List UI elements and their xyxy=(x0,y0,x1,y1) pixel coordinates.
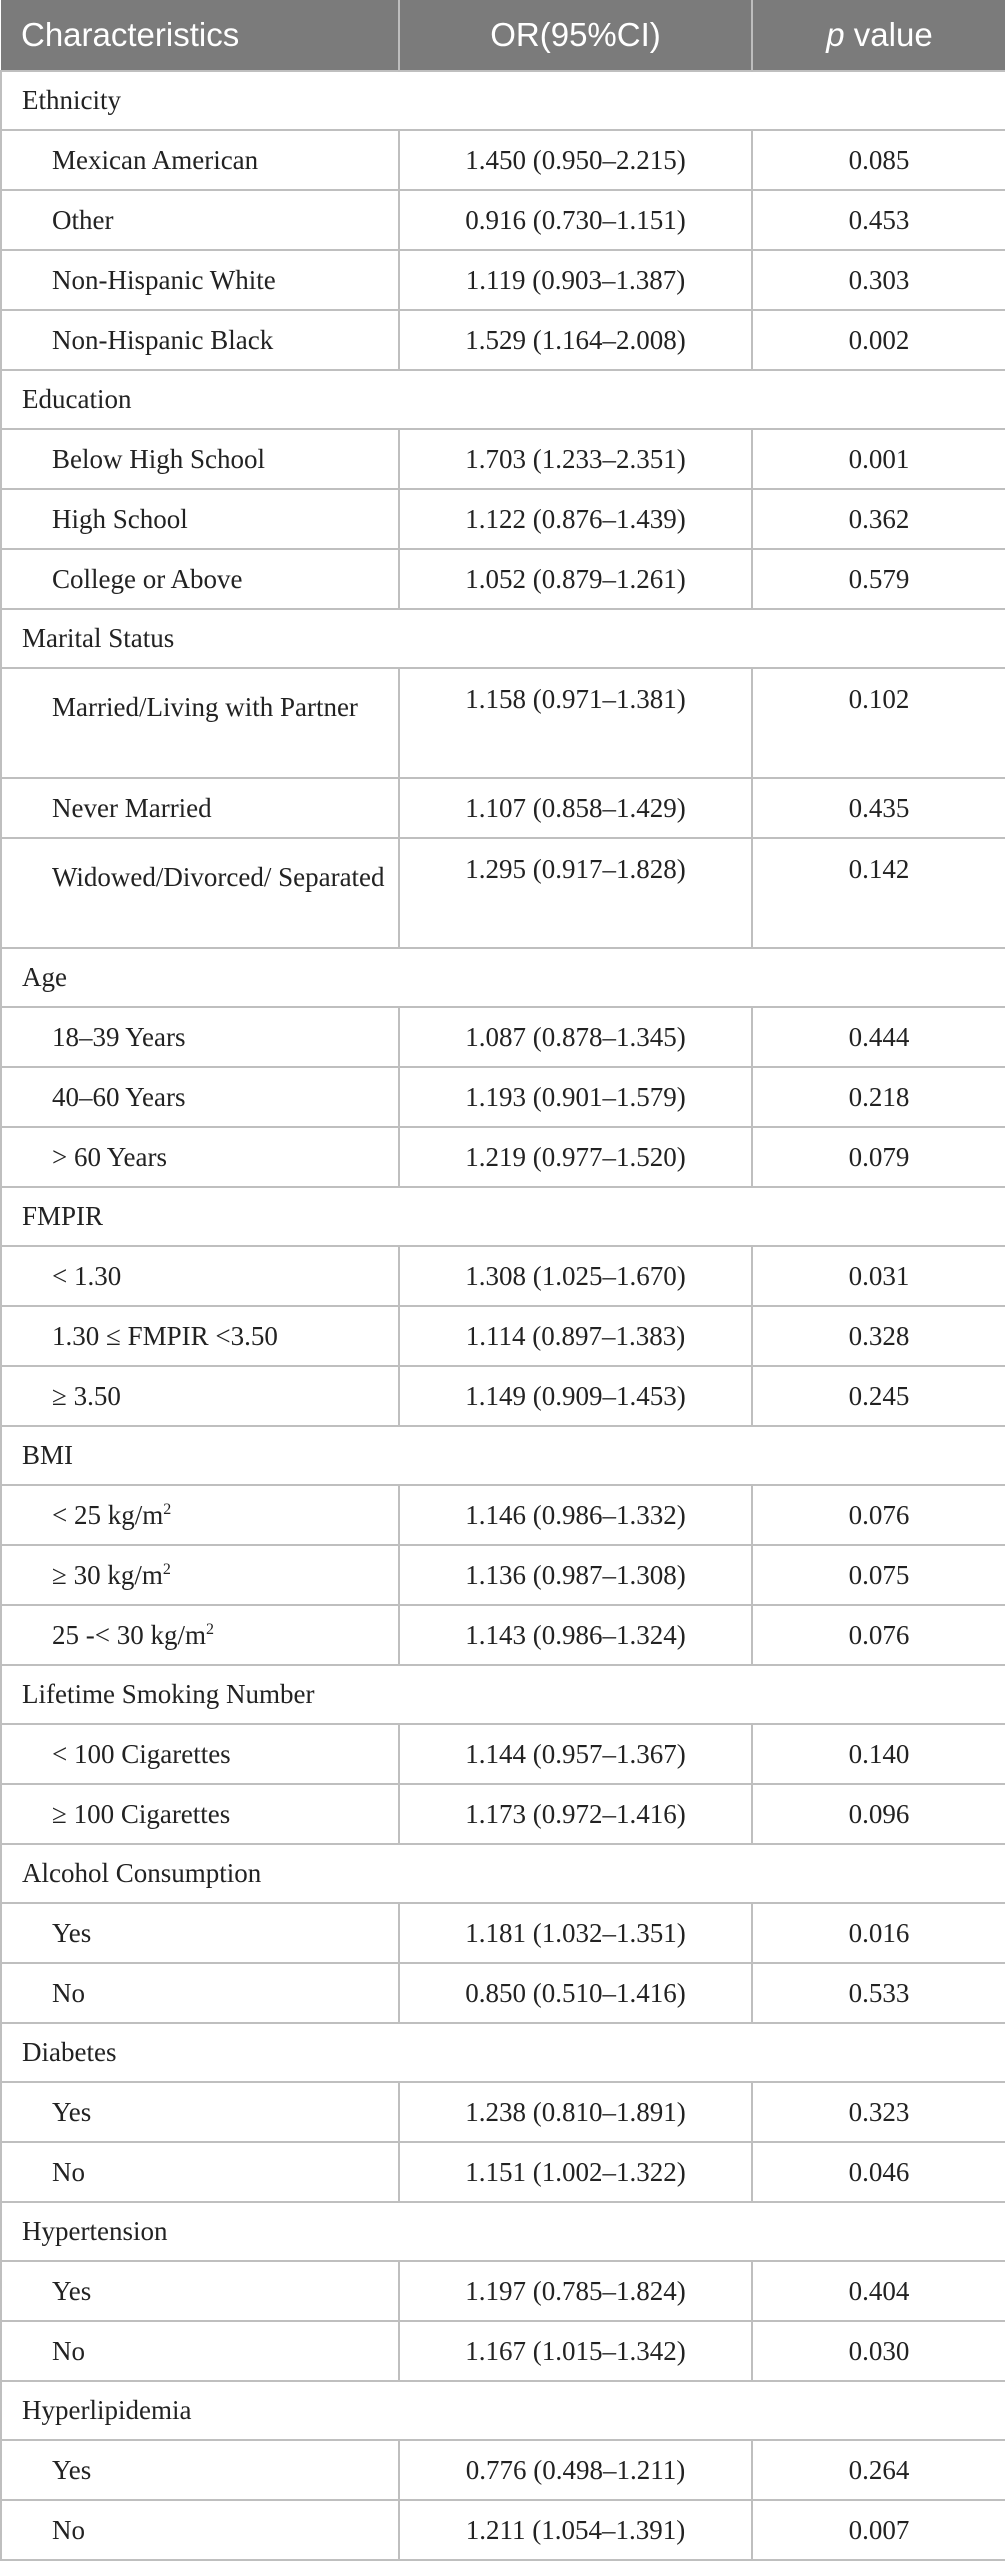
row-label xyxy=(1,2440,399,2500)
odds-ratio-cell: 1.052 (0.879–1.261) xyxy=(399,549,752,609)
row-label xyxy=(1,130,399,190)
row-label-text: Yes xyxy=(52,2454,92,2485)
p-value-cell: 0.096 xyxy=(752,1784,1005,1844)
row-label-text: 18–39 Years xyxy=(52,1021,186,1052)
odds-ratio-cell: 1.219 (0.977–1.520) xyxy=(399,1127,752,1187)
p-value-cell: 0.046 xyxy=(752,2142,1005,2202)
p-value-cell: 0.245 xyxy=(752,1366,1005,1426)
row-label-text: College or Above xyxy=(52,563,243,594)
p-value-cell: 0.579 xyxy=(752,549,1005,609)
table-row xyxy=(1,429,1005,489)
p-value-cell: 0.218 xyxy=(752,1067,1005,1127)
row-label-text: < 1.30 xyxy=(52,1260,122,1291)
category-label: Ethnicity xyxy=(1,71,1005,130)
p-value-cell: 0.142 xyxy=(752,838,1005,948)
row-label-text: ≥ 30 kg/m xyxy=(52,1559,163,1590)
category-row xyxy=(1,948,1005,1007)
p-value-cell: 0.085 xyxy=(752,130,1005,190)
row-label xyxy=(1,1366,399,1426)
table-row xyxy=(1,2500,1005,2560)
table-row xyxy=(1,310,1005,370)
row-label xyxy=(1,250,399,310)
p-value-cell: 0.323 xyxy=(752,2082,1005,2142)
row-label-text: 25 -< 30 kg/m xyxy=(52,1619,206,1650)
p-value-cell: 0.007 xyxy=(752,2500,1005,2560)
p-value-cell: 0.140 xyxy=(752,1724,1005,1784)
row-label xyxy=(1,1127,399,1187)
row-label xyxy=(1,2142,399,2202)
p-value-cell: 0.533 xyxy=(752,1963,1005,2023)
odds-ratio-cell: 1.167 (1.015–1.342) xyxy=(399,2321,752,2381)
table-row xyxy=(1,2440,1005,2500)
unit-superscript: 2 xyxy=(205,1620,214,1638)
table-row xyxy=(1,1724,1005,1784)
row-label-text: < 100 Cigarettes xyxy=(52,1738,231,1769)
odds-ratio-cell: 1.144 (0.957–1.367) xyxy=(399,1724,752,1784)
row-label xyxy=(1,549,399,609)
odds-ratio-cell: 1.181 (1.032–1.351) xyxy=(399,1903,752,1963)
category-row xyxy=(1,2023,1005,2082)
row-label-text: No xyxy=(52,2514,85,2545)
table-row xyxy=(1,250,1005,310)
p-value-cell: 0.444 xyxy=(752,1007,1005,1067)
table-row xyxy=(1,1485,1005,1545)
p-value-cell: 0.075 xyxy=(752,1545,1005,1605)
category-row xyxy=(1,2381,1005,2440)
table-row xyxy=(1,1963,1005,2023)
row-label-text: < 25 kg/m xyxy=(52,1499,164,1530)
odds-ratio-cell: 0.850 (0.510–1.416) xyxy=(399,1963,752,2023)
row-label-text: 1.30 ≤ FMPIR <3.50 xyxy=(52,1320,278,1351)
row-label xyxy=(1,1246,399,1306)
odds-ratio-cell: 1.087 (0.878–1.345) xyxy=(399,1007,752,1067)
p-value-cell: 0.404 xyxy=(752,2261,1005,2321)
table-row xyxy=(1,778,1005,838)
row-label-text: No xyxy=(52,2335,85,2366)
table-row xyxy=(1,1246,1005,1306)
p-value-cell: 0.001 xyxy=(752,429,1005,489)
table-row xyxy=(1,1306,1005,1366)
odds-ratio-cell: 1.308 (1.025–1.670) xyxy=(399,1246,752,1306)
odds-ratio-cell: 0.776 (0.498–1.211) xyxy=(399,2440,752,2500)
row-label xyxy=(1,1724,399,1784)
row-label-text: ≥ 3.50 xyxy=(52,1380,121,1411)
header-row xyxy=(1,0,1005,71)
odds-ratio-cell: 1.114 (0.897–1.383) xyxy=(399,1306,752,1366)
unit-superscript: 2 xyxy=(163,1500,172,1518)
row-label xyxy=(1,1784,399,1844)
row-label xyxy=(1,2082,399,2142)
odds-ratio-cell: 1.143 (0.986–1.324) xyxy=(399,1605,752,1665)
header-p-italic: p xyxy=(826,16,845,53)
category-row xyxy=(1,609,1005,668)
p-value-cell: 0.362 xyxy=(752,489,1005,549)
odds-ratio-cell: 1.146 (0.986–1.332) xyxy=(399,1485,752,1545)
category-label: Alcohol Consumption xyxy=(1,1844,1005,1903)
p-value-cell: 0.002 xyxy=(752,310,1005,370)
category-label: FMPIR xyxy=(1,1187,1005,1246)
table-row xyxy=(1,2261,1005,2321)
table-row xyxy=(1,1007,1005,1067)
row-label-text: Yes xyxy=(52,2096,92,2127)
odds-ratio-cell: 1.211 (1.054–1.391) xyxy=(399,2500,752,2560)
row-label xyxy=(1,1306,399,1366)
row-label xyxy=(1,310,399,370)
category-label: Diabetes xyxy=(1,2023,1005,2082)
table-row xyxy=(1,2321,1005,2381)
row-label xyxy=(1,778,399,838)
table-row xyxy=(1,2082,1005,2142)
odds-ratio-cell: 1.151 (1.002–1.322) xyxy=(399,2142,752,2202)
odds-ratio-cell: 1.107 (0.858–1.429) xyxy=(399,778,752,838)
header-p-rest: value xyxy=(844,16,933,53)
table-row xyxy=(1,1067,1005,1127)
p-value-cell: 0.435 xyxy=(752,778,1005,838)
row-label-text: No xyxy=(52,2156,85,2187)
row-label-text: Other xyxy=(52,204,114,235)
category-label: Education xyxy=(1,370,1005,429)
category-row xyxy=(1,1844,1005,1903)
table-body xyxy=(1,71,1005,2560)
odds-ratio-cell: 1.122 (0.876–1.439) xyxy=(399,489,752,549)
p-value-cell: 0.016 xyxy=(752,1903,1005,1963)
category-label: Hyperlipidemia xyxy=(1,2381,1005,2440)
table-row xyxy=(1,130,1005,190)
table-row xyxy=(1,668,1005,778)
row-label-text: High School xyxy=(52,503,188,534)
table-row xyxy=(1,2142,1005,2202)
p-value-cell: 0.076 xyxy=(752,1605,1005,1665)
row-label xyxy=(1,668,399,778)
row-label-text: 40–60 Years xyxy=(52,1081,186,1112)
table-row xyxy=(1,190,1005,250)
p-value-cell: 0.102 xyxy=(752,668,1005,778)
odds-ratio-cell: 0.916 (0.730–1.151) xyxy=(399,190,752,250)
odds-ratio-cell: 1.119 (0.903–1.387) xyxy=(399,250,752,310)
p-value-cell: 0.328 xyxy=(752,1306,1005,1366)
row-label xyxy=(1,2500,399,2560)
category-label: Age xyxy=(1,948,1005,1007)
row-label-text: Never Married xyxy=(52,792,212,823)
odds-ratio-cell: 1.295 (0.917–1.828) xyxy=(399,838,752,948)
row-label-text: Yes xyxy=(52,2275,92,2306)
row-label-text: Widowed/Divorced/ Separated xyxy=(52,862,385,892)
p-value-cell: 0.031 xyxy=(752,1246,1005,1306)
odds-ratio-cell: 1.149 (0.909–1.453) xyxy=(399,1366,752,1426)
header-characteristics: Characteristics xyxy=(1,0,399,71)
category-row xyxy=(1,1187,1005,1246)
odds-ratio-cell: 1.136 (0.987–1.308) xyxy=(399,1545,752,1605)
odds-ratio-cell: 1.450 (0.950–2.215) xyxy=(399,130,752,190)
row-label xyxy=(1,2261,399,2321)
p-value-cell: 0.079 xyxy=(752,1127,1005,1187)
p-value-cell: 0.453 xyxy=(752,190,1005,250)
odds-ratio-cell: 1.158 (0.971–1.381) xyxy=(399,668,752,778)
p-value-cell: 0.076 xyxy=(752,1485,1005,1545)
table-row xyxy=(1,489,1005,549)
row-label xyxy=(1,2321,399,2381)
row-label xyxy=(1,1903,399,1963)
odds-ratio-cell: 1.703 (1.233–2.351) xyxy=(399,429,752,489)
p-value-cell: 0.264 xyxy=(752,2440,1005,2500)
odds-ratio-cell: 1.197 (0.785–1.824) xyxy=(399,2261,752,2321)
row-label-text: Non-Hispanic Black xyxy=(52,324,274,355)
row-label-text: Below High School xyxy=(52,443,265,474)
row-label-text: ≥ 100 Cigarettes xyxy=(52,1798,231,1829)
category-label: Lifetime Smoking Number xyxy=(1,1665,1005,1724)
row-label xyxy=(1,1545,399,1605)
category-label: BMI xyxy=(1,1426,1005,1485)
row-label xyxy=(1,1963,399,2023)
category-row xyxy=(1,2202,1005,2261)
table-row xyxy=(1,549,1005,609)
row-label xyxy=(1,838,399,948)
odds-ratio-cell: 1.173 (0.972–1.416) xyxy=(399,1784,752,1844)
p-value-cell: 0.303 xyxy=(752,250,1005,310)
odds-ratio-cell: 1.238 (0.810–1.891) xyxy=(399,2082,752,2142)
category-row xyxy=(1,1426,1005,1485)
row-label xyxy=(1,190,399,250)
header-p-value xyxy=(752,0,1005,71)
row-label-text: No xyxy=(52,1977,85,2008)
category-row xyxy=(1,71,1005,130)
row-label xyxy=(1,1007,399,1067)
odds-ratio-cell: 1.193 (0.901–1.579) xyxy=(399,1067,752,1127)
unit-superscript: 2 xyxy=(162,1560,171,1578)
table-row xyxy=(1,1545,1005,1605)
table-row xyxy=(1,1605,1005,1665)
category-row xyxy=(1,370,1005,429)
p-value-cell: 0.030 xyxy=(752,2321,1005,2381)
category-label: Hypertension xyxy=(1,2202,1005,2261)
row-label-text: Yes xyxy=(52,1917,92,1948)
row-label xyxy=(1,1067,399,1127)
table-row xyxy=(1,838,1005,948)
row-label xyxy=(1,489,399,549)
row-label xyxy=(1,1605,399,1665)
row-label xyxy=(1,429,399,489)
table-row xyxy=(1,1903,1005,1963)
table-row xyxy=(1,1127,1005,1187)
category-row xyxy=(1,1665,1005,1724)
row-label xyxy=(1,1485,399,1545)
table-row xyxy=(1,1366,1005,1426)
row-label-text: > 60 Years xyxy=(52,1141,167,1172)
category-label: Marital Status xyxy=(1,609,1005,668)
row-label-text: Mexican American xyxy=(52,144,259,175)
row-label-text: Non-Hispanic White xyxy=(52,264,276,295)
header-or-ci: OR(95%CI) xyxy=(399,0,752,71)
odds-ratio-cell: 1.529 (1.164–2.008) xyxy=(399,310,752,370)
row-label-text: Married/Living with Partner xyxy=(52,692,358,722)
table-row xyxy=(1,1784,1005,1844)
